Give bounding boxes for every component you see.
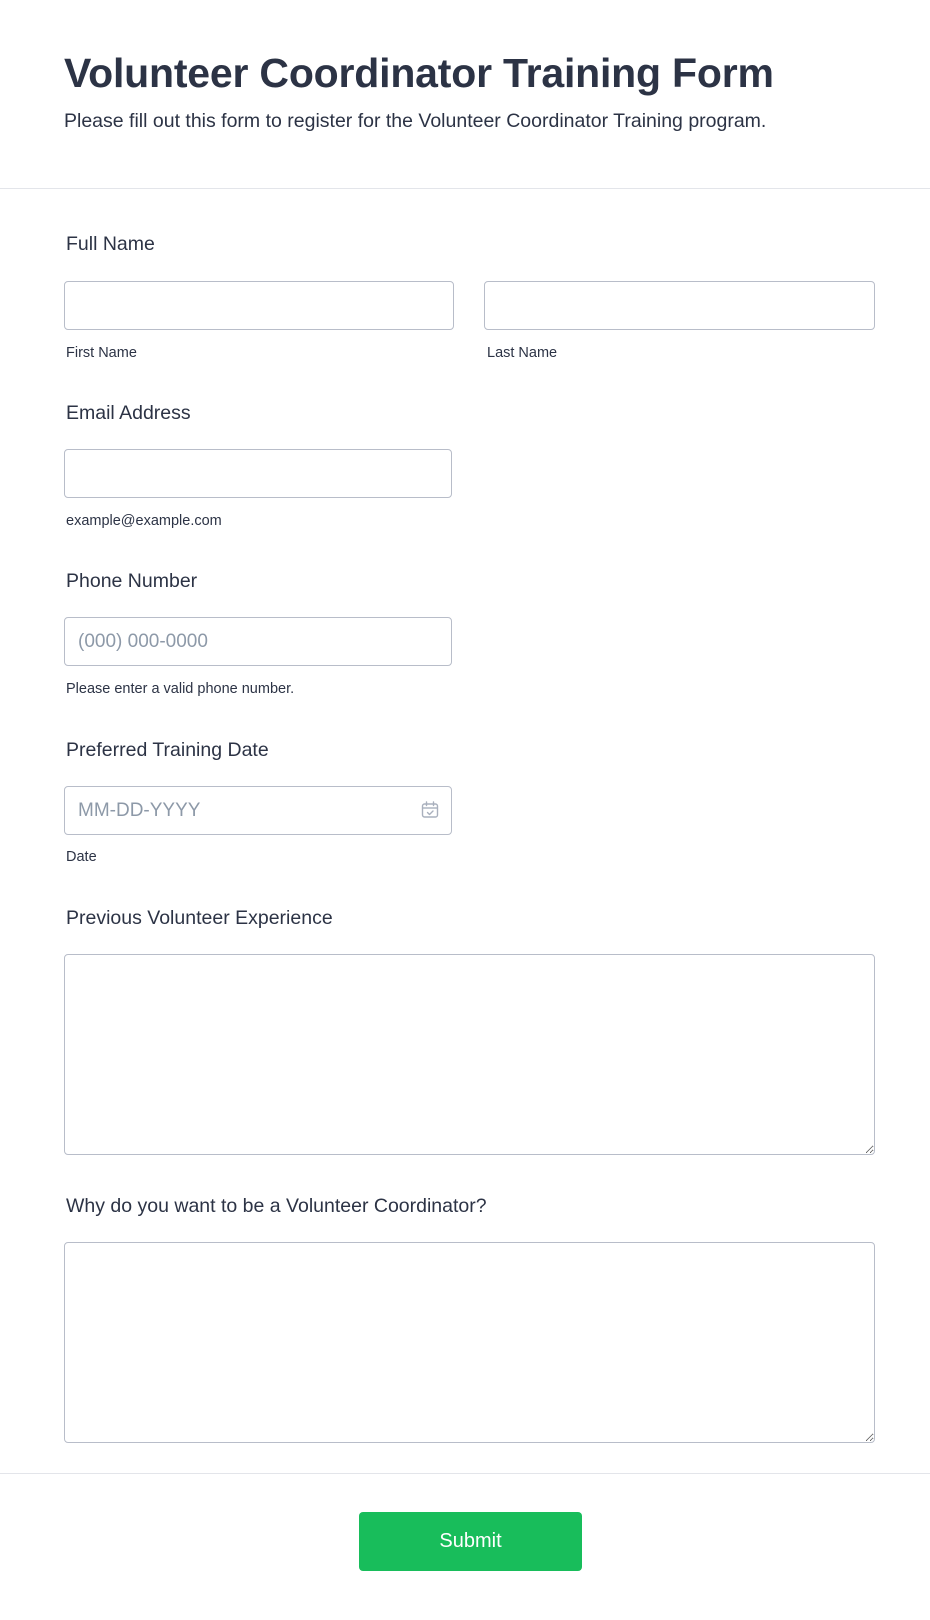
email-label: Email Address (66, 402, 191, 424)
experience-textarea[interactable] (64, 954, 875, 1155)
motivation-textarea[interactable] (64, 1242, 875, 1443)
form-title: Volunteer Coordinator Training Form (64, 50, 774, 96)
training-date-label: Preferred Training Date (66, 739, 269, 761)
training-date-field (64, 786, 452, 835)
phone-label: Phone Number (66, 570, 198, 592)
email-sublabel: example@example.com (66, 513, 222, 529)
email-input[interactable] (64, 449, 452, 498)
first-name-input[interactable] (64, 281, 454, 330)
phone-sublabel: Please enter a valid phone number. (66, 681, 295, 697)
submit-button[interactable]: Submit (359, 1512, 582, 1571)
phone-input[interactable] (64, 617, 452, 666)
training-date-sublabel: Date (66, 849, 97, 865)
first-name-sublabel: First Name (66, 345, 137, 361)
training-date-input[interactable] (64, 786, 452, 835)
form-header (0, 0, 930, 189)
last-name-sublabel: Last Name (487, 345, 558, 361)
last-name-input[interactable] (484, 281, 875, 330)
motivation-label: Why do you want to be a Volunteer Coordinator? (66, 1195, 487, 1217)
calendar-icon[interactable] (420, 800, 440, 820)
footer-divider (0, 1473, 930, 1474)
full-name-label: Full Name (66, 233, 155, 255)
experience-label: Previous Volunteer Experience (66, 907, 333, 929)
form-subtitle: Please fill out this form to register for the Volunteer Coordinator Training program. (64, 110, 767, 132)
